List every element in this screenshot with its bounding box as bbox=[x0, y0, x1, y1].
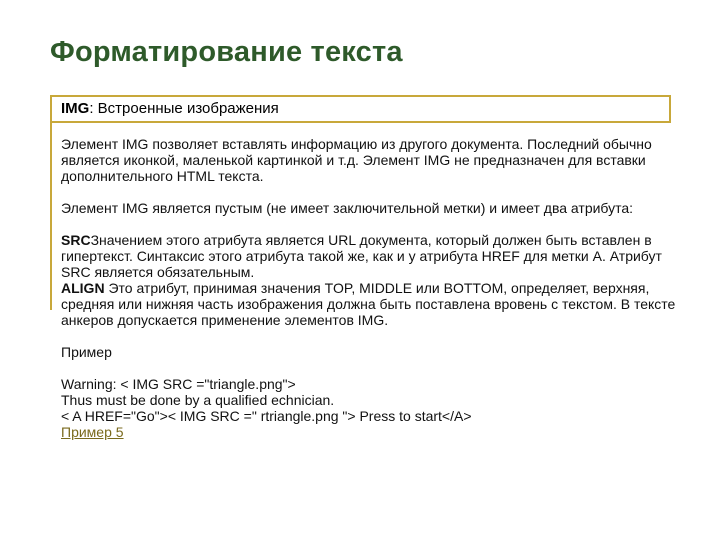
src-label: SRC bbox=[61, 232, 91, 248]
slide-body bbox=[61, 101, 691, 440]
section-subtitle bbox=[61, 101, 691, 117]
left-divider bbox=[50, 95, 52, 310]
align-label: ALIGN bbox=[61, 280, 105, 296]
example-line-1: Warning: < IMG SRC ="triangle.png"> bbox=[61, 376, 296, 392]
src-text: Значением этого атрибута является URL документа, который должен быть вставлен в гипертекст. Синтаксис этого атрибута такой же, как и у атрибута HREF для метки A. Атрибут SRC является обязательным. bbox=[61, 232, 662, 280]
example-block bbox=[61, 376, 691, 440]
paragraph-intro: Элемент IMG позволяет вставлять информацию из другого документа. Последний обычно является иконкой, маленькой картинкой и т.д. Элемент IMG не предназначен для вставки дополнительного HTML текста. bbox=[61, 136, 652, 184]
align-text: Это атрибут, принимая значения TOP, MIDDLE или BOTTOM, определяет, верхняя, средняя или нижняя часть изображения должна быть поставлена вровень с текстом. В тексте анкеров допускается применение элементов IMG. bbox=[61, 280, 676, 328]
slide-title: Форматирование текста bbox=[50, 36, 403, 68]
subtitle-text: : Встроенные изображения bbox=[89, 100, 279, 117]
example-heading: Пример bbox=[61, 344, 112, 360]
example-line-2: Thus must be done by a qualified echnician. bbox=[61, 392, 335, 408]
paragraph-align bbox=[61, 280, 691, 328]
example-link[interactable]: Пример 5 bbox=[61, 424, 124, 440]
paragraph-src bbox=[61, 232, 691, 280]
top-divider bbox=[50, 95, 670, 97]
paragraph-attributes: Элемент IMG является пустым (не имеет заключительной метки) и имеет два атрибута: bbox=[61, 200, 634, 216]
subtitle-tag: IMG bbox=[61, 100, 90, 117]
example-line-3: < A HREF="Go">< IMG SRC =" rtriangle.png "> Press to start</A> bbox=[61, 408, 472, 424]
